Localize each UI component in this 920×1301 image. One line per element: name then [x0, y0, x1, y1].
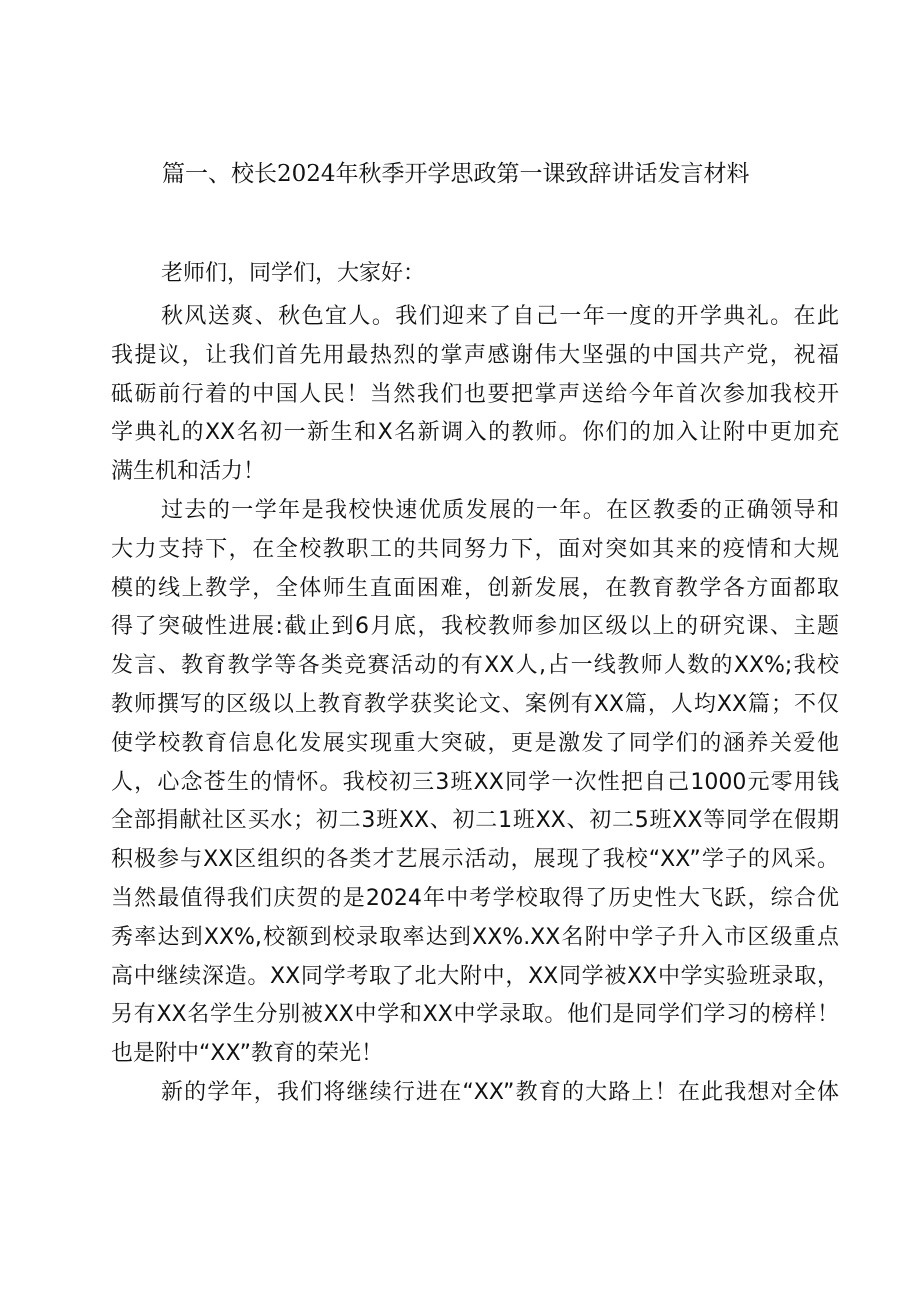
paragraph-line: 使学校教育信息化发展实现重大突破，更是激发了同学们的涵养关爱他 — [111, 730, 839, 756]
paragraph-line: 人，心念苍生的情怀。我校初三3班XX同学一次性把自己1000元零用钱 — [111, 769, 839, 795]
paragraph-line: 教师撰写的区级以上教育教学获奖论文、案例有XX篇，人均XX篇；不仅 — [111, 691, 839, 717]
paragraph-line: 大力支持下，在全校教职工的共同努力下，面对突如其来的疫情和大规 — [111, 536, 839, 562]
paragraph-line: 过去的一学年是我校快速优质发展的一年。在区教委的正确领导和 — [161, 497, 839, 523]
paragraph-line: 砥砺前行着的中国人民！当然我们也要把掌声送给今年首次参加我校开 — [111, 381, 839, 407]
document-title: 篇一、校长2024年秋季开学思政第一课致辞讲话发言材料 — [162, 161, 750, 187]
paragraph-2 — [111, 492, 839, 1074]
paragraph-line: 得了突破性进展:截止到6月底，我校教师参加区级以上的研究课、主题 — [111, 614, 839, 640]
paragraph-line: 我提议，让我们首先用最热烈的掌声感谢伟大坚强的中国共产党，祝福 — [111, 342, 839, 368]
paragraph-line: 积极参与XX区组织的各类才艺展示活动，展现了我校“XX”学子的风采。 — [111, 847, 839, 873]
paragraph-line: 满生机和活力！ — [111, 459, 266, 485]
paragraph-line: 新的学年，我们将继续行进在“XX”教育的大路上！在此我想对全体 — [161, 1079, 839, 1105]
paragraph-line: 秀率达到XX%,校额到校录取率达到XX%.XX名附中学子升入市区级重点 — [111, 924, 839, 950]
paragraph-line: 发言、教育教学等各类竞赛活动的有XX人,占一线教师人数的XX%;我校 — [111, 653, 839, 679]
paragraph-1 — [111, 298, 839, 492]
paragraph-3 — [111, 1074, 839, 1113]
paragraph-line: 另有XX名学生分别被XX中学和XX中学录取。他们是同学们学习的榜样！ — [111, 1002, 839, 1028]
paragraph-line: 全部捐献社区买水；初二3班XX、初二1班XX、初二5班XX等同学在假期 — [111, 808, 839, 834]
paragraph-line: 也是附中“XX”教育的荣光！ — [111, 1041, 384, 1067]
paragraph-line: 秋风送爽、秋色宜人。我们迎来了自己一年一度的开学典礼。在此 — [161, 304, 839, 329]
document-body — [111, 254, 839, 1113]
paragraph-line: 模的线上教学，全体师生直面困难，创新发展，在教育教学各方面都取 — [111, 575, 839, 601]
paragraph-line: 学典礼的XX名初一新生和X名新调入的教师。你们的加入让附中更加充 — [111, 420, 839, 446]
paragraph-line: 高中继续深造。XX同学考取了北大附中，XX同学被XX中学实验班录取， — [111, 963, 839, 989]
greeting-line: 老师们，同学们，大家好： — [161, 261, 426, 286]
paragraph-line: 当然最值得我们庆贺的是2024年中考学校取得了历史性大飞跃，综合优 — [111, 885, 839, 911]
